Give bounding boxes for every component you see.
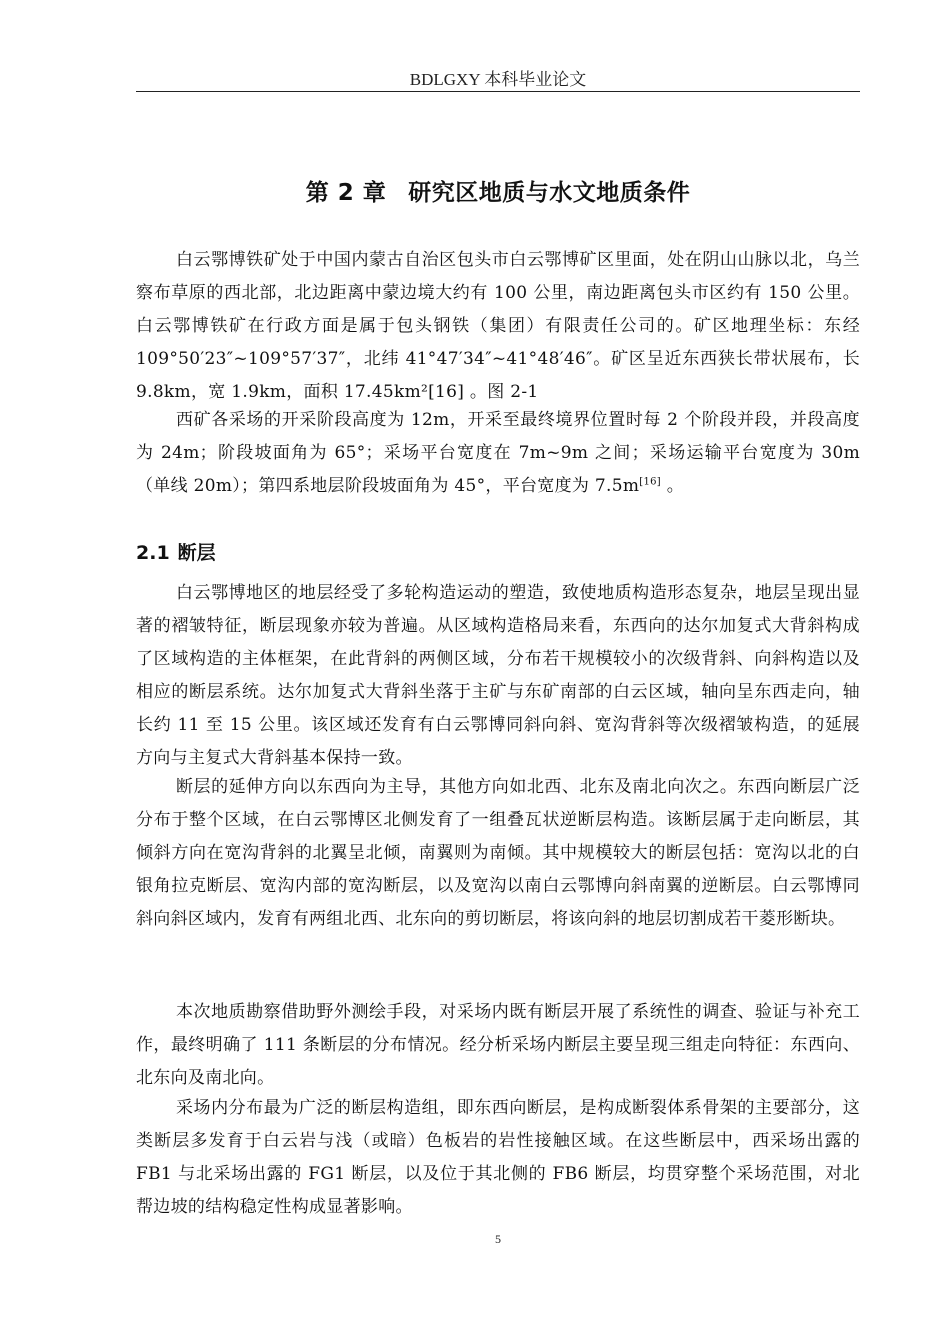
running-header: BDLGXY 本科毕业论文 — [409, 70, 587, 89]
citation-ref: [16] — [639, 476, 661, 488]
section-paragraph-3: 本次地质勘察借助野外测绘手段，对采场内既有断层开展了系统性的调查、验证与补充工作，最终明确了 111 条断层的分布情况。经分析采场内断层主要呈现三组走向特征：东西向、北东向及南北向。 — [136, 1002, 860, 1088]
section-name: 断层 — [177, 542, 216, 564]
chapter-title — [136, 178, 860, 208]
intro-paragraph-2-end: 。 — [660, 476, 684, 496]
page-number: 5 — [495, 1232, 501, 1246]
intro-paragraph-1: 白云鄂博铁矿处于中国内蒙古自治区包头市白云鄂博矿区里面，处在阴山山脉以北，乌兰察布草原的西北部，北边距离中蒙边境大约有 100 公里，南边距离包头市区约有 150 公里。白云鄂博铁矿在行政方面是属于包头钢铁（集团）有限责任公司的。矿区地理坐标：东经 109°50′23″~109°57′37″，北纬 41°47′34″~41°48′46″。矿区呈近东西狭长带状展布，长 9.8km，宽 1.9km，面积 17.45km²[16] 。图 2-1 — [136, 250, 860, 402]
section-paragraph-2: 断层的延伸方向以东西向为主导，其他方向如北西、北东及南北向次之。东西向断层广泛分布于整个区域，在白云鄂博区北侧发育了一组叠瓦状逆断层构造。该断层属于走向断层，其倾斜方向在宽沟背斜的北翼呈北倾，南翼则为南倾。其中规模较大的断层包括：宽沟以北的白银角拉克断层、宽沟内部的宽沟断层，以及宽沟以南白云鄂博向斜南翼的逆断层。白云鄂博同斜向斜区域内，发育有两组北西、北东向的剪切断层，将该向斜的地层切割成若干菱形断块。 — [136, 777, 860, 929]
section-paragraph-4: 采场内分布最为广泛的断层构造组，即东西向断层，是构成断裂体系骨架的主要部分，这类断层多发育于白云岩与浅（或暗）色板岩的岩性接触区域。在这些断层中，西采场出露的 FB1 与北采场出露的 FG1 断层，以及位于其北侧的 FB6 断层，均贯穿整个采场范围，对北帮边坡的结构稳定性构成显著影响。 — [136, 1098, 860, 1217]
intro-paragraph-2 — [136, 404, 860, 503]
header-divider — [136, 91, 860, 92]
section-title — [136, 540, 860, 566]
section-number: 2.1 — [136, 542, 170, 564]
intro-paragraph-2-text: 西矿各采场的开采阶段高度为 12m，开采至最终境界位置时每 2 个阶段并段，并段高度为 24m；阶段坡面角为 65°；采场平台宽度在 7m~9m 之间；采场运输平台宽度为 30m（单线 20m）；第四系地层阶段坡面角为 45°，平台宽度为 7.5m — [136, 410, 860, 496]
chapter-name: 研究区地质与水文地质条件 — [408, 180, 691, 206]
section-paragraph-1: 白云鄂博地区的地层经受了多轮构造运动的塑造，致使地质构造形态复杂，地层呈现出显著的褶皱特征，断层现象亦较为普遍。从区域构造格局来看，东西向的达尔加复式大背斜构成了区域构造的主体框架，在此背斜的两侧区域，分布若干规模较小的次级背斜、向斜构造以及相应的断层系统。达尔加复式大背斜坐落于主矿与东矿南部的白云区域，轴向呈东西走向，轴长约 11 至 15 公里。该区域还发育有白云鄂博同斜向斜、宽沟背斜等次级褶皱构造，的延展方向与主复式大背斜基本保持一致。 — [136, 583, 860, 768]
chapter-number: 第 2 章 — [305, 180, 387, 206]
